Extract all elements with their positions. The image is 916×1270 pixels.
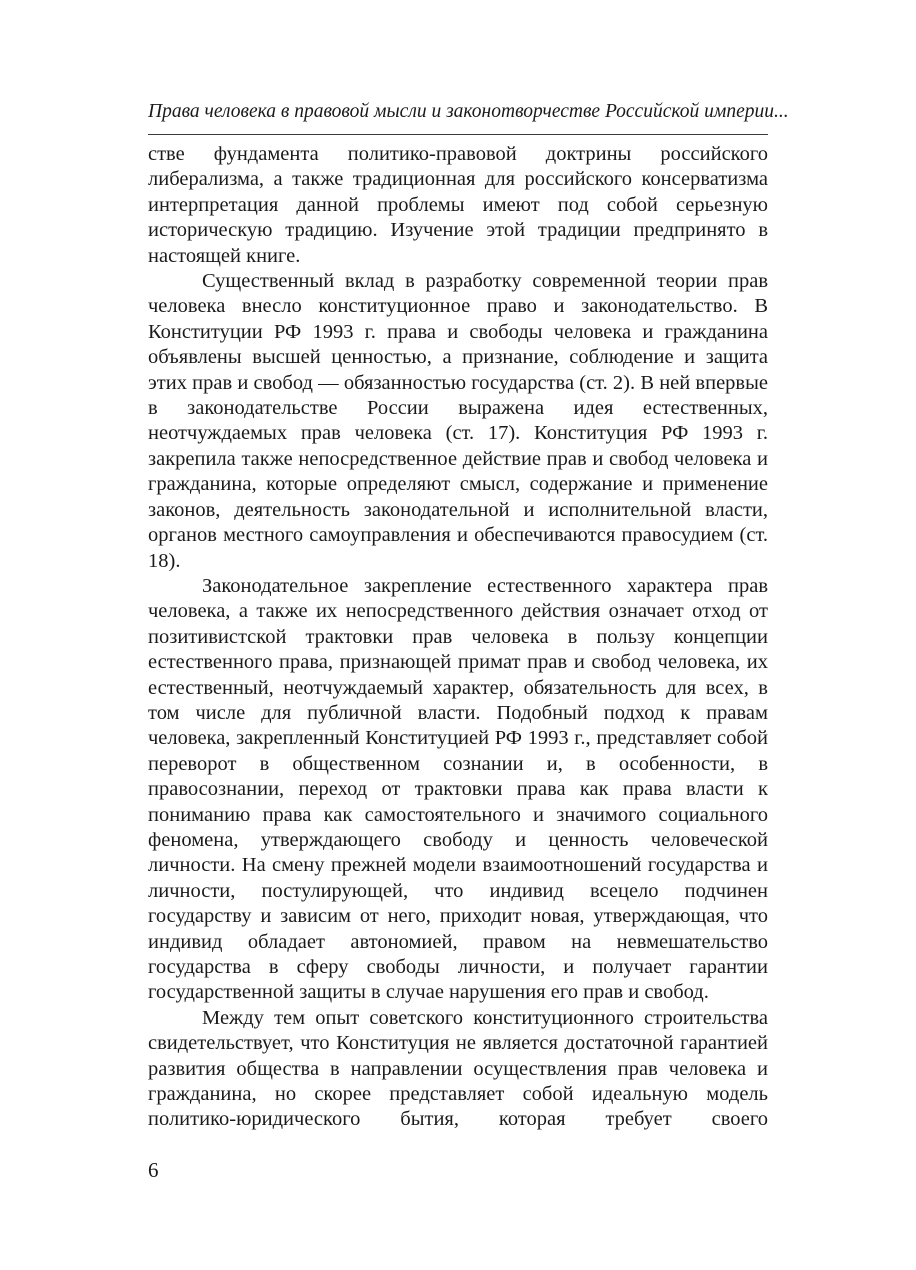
paragraph: Между тем опыт советского конституционного строительства свидетельствует, что Конституция не является достаточной гарантией развития общества в направлении осуществления прав человека и гражданина, но скорее представляет собой идеальную модель политико-юридического бытия, которая требует своего <box>148 1006 768 1131</box>
paragraph: стве фундамента политико-правовой доктрины российского либерализма, а также традиционная для российского консерватизма интерпретация данной проблемы имеют под собой серьезную историческую традицию. Изучение этой традиции предпринято в настоящей книге. <box>148 143 768 267</box>
paragraph: Законодательное закрепление естественного характера прав человека, а также их непосредственного действия означает отход от позитивистской трактовки прав человека в пользу концепции естественного права, признающей примат прав и свобод человека, их естественный, неотчуждаемый характер, обязательность для всех, в том числе для публичной власти. Подобный подход к правам человека, закрепленный Конституцией РФ 1993 г., представляет собой переворот в общественном сознании и, в особенности, в правосознании, переход от трактовки права как права власти к пониманию права как самостоятельного и значимого социального феномена, утверждающего свободу и ценность человеческой личности. На смену прежней модели взаимоотношений государства и личности, постулирующей, что индивид всецело подчинен государству и зависим от него, приходит новая, утверждающая, что индивид обладает автономией, правом на невмешательство государства в сферу свободы личности, и получает гарантии государственной защиты в случае нарушения его прав и свобод. <box>148 574 768 1004</box>
running-header: Права человека в правовой мысли и законотворчестве Российской империи... <box>148 101 789 122</box>
paragraph: Существенный вклад в разработку современной теории прав человека внесло конституционное право и законодательство. В Конституции РФ 1993 г. права и свободы человека и гражданина объявлены высшей ценностью, а признание, соблюдение и защита этих прав и свобод — обязанностью государства (ст. 2). В ней впервые в законодательстве России выражена идея естественных, неотчуждаемых прав человека (ст. 17). Конституция РФ 1993 г. закрепила также непосредственное действие прав и свобод человека и гражданина, которые определяют смысл, содержание и применение законов, деятельность законодательной и исполнительной власти, органов местного самоуправления и обеспечиваются правосудием (ст. 18). <box>148 270 768 572</box>
body-text <box>148 142 768 1133</box>
page-number: 6 <box>148 1158 159 1182</box>
header-rule <box>148 134 768 135</box>
